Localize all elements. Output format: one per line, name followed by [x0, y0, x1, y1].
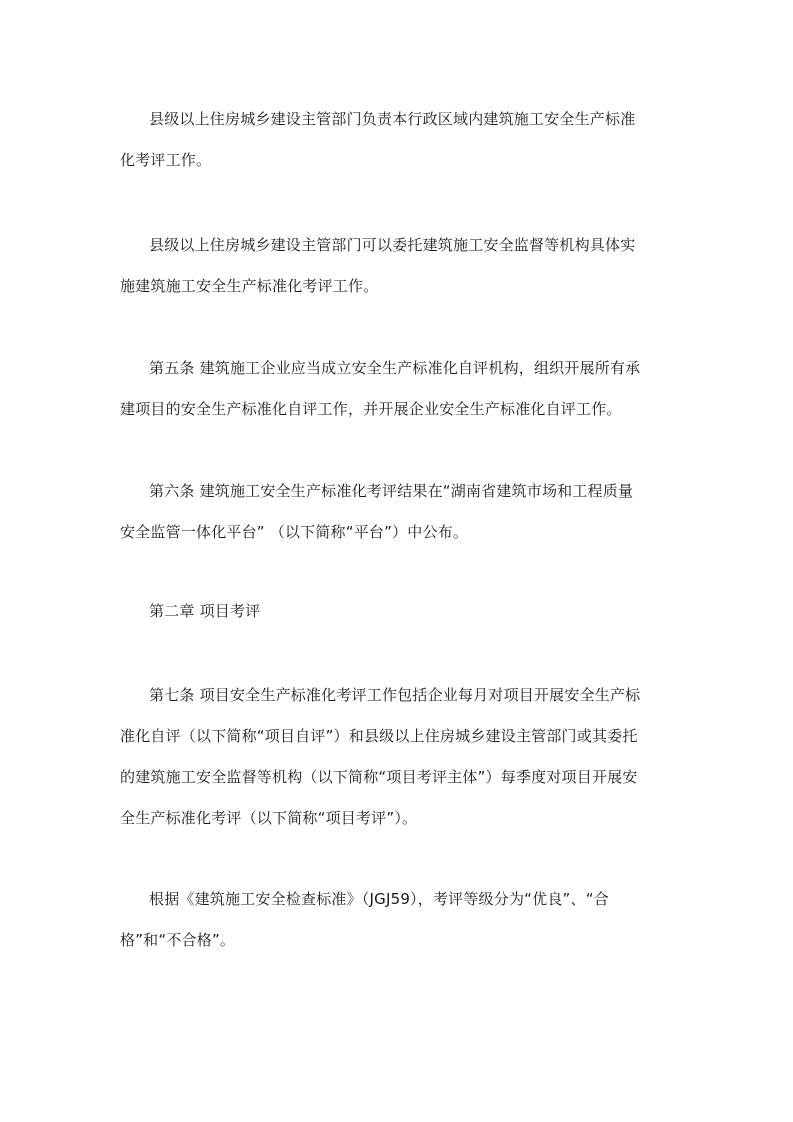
- text-line: 第六条 建筑施工安全生产标准化考评结果在“湖南省建筑市场和工程质量: [149, 482, 634, 500]
- text-line: 建项目的安全生产标准化自评工作，并开展企业安全生产标准化自评工作。: [120, 400, 622, 418]
- paragraph-article-7: [120, 675, 680, 839]
- paragraph-delegation: [120, 225, 680, 307]
- text-line: 的建筑施工安全监督等机构（以下简称“项目考评主体”）每季度对项目开展安: [120, 768, 638, 786]
- paragraph-county-responsibility: [120, 99, 680, 181]
- text-line: 格”和“不合格”。: [120, 931, 236, 949]
- chapter-heading: [120, 591, 680, 632]
- text-line: 第七条 项目安全生产标准化考评工作包括企业每月对项目开展安全生产标: [149, 686, 641, 704]
- text-line: 第五条 建筑施工企业应当成立安全生产标准化自评机构，组织开展所有承: [149, 359, 641, 377]
- text-line: 安全监管一体化平台” （以下简称“平台”）中公布。: [120, 523, 469, 541]
- text-line: 第二章 项目考评: [149, 602, 261, 620]
- text-line: 化考评工作。: [120, 151, 212, 169]
- text-line: 根据《建筑施工安全检查标准》（JGJ59），考评等级分为“优良”、“合: [149, 890, 609, 908]
- paragraph-article-6: [120, 471, 680, 553]
- text-line: 县级以上住房城乡建设主管部门可以委托建筑施工安全监督等机构具体实: [149, 236, 636, 254]
- text-line: 准化自评（以下简称“项目自评”）和县级以上住房城乡建设主管部门或其委托: [120, 727, 638, 745]
- paragraph-article-5: [120, 348, 680, 430]
- text-line: 全生产标准化考评（以下简称“项目考评”）。: [120, 809, 418, 827]
- text-line: 县级以上住房城乡建设主管部门负责本行政区域内建筑施工安全生产标准: [149, 110, 636, 128]
- text-line: 施建筑施工安全生产标准化考评工作。: [120, 277, 379, 295]
- paragraph-grading: [120, 879, 680, 961]
